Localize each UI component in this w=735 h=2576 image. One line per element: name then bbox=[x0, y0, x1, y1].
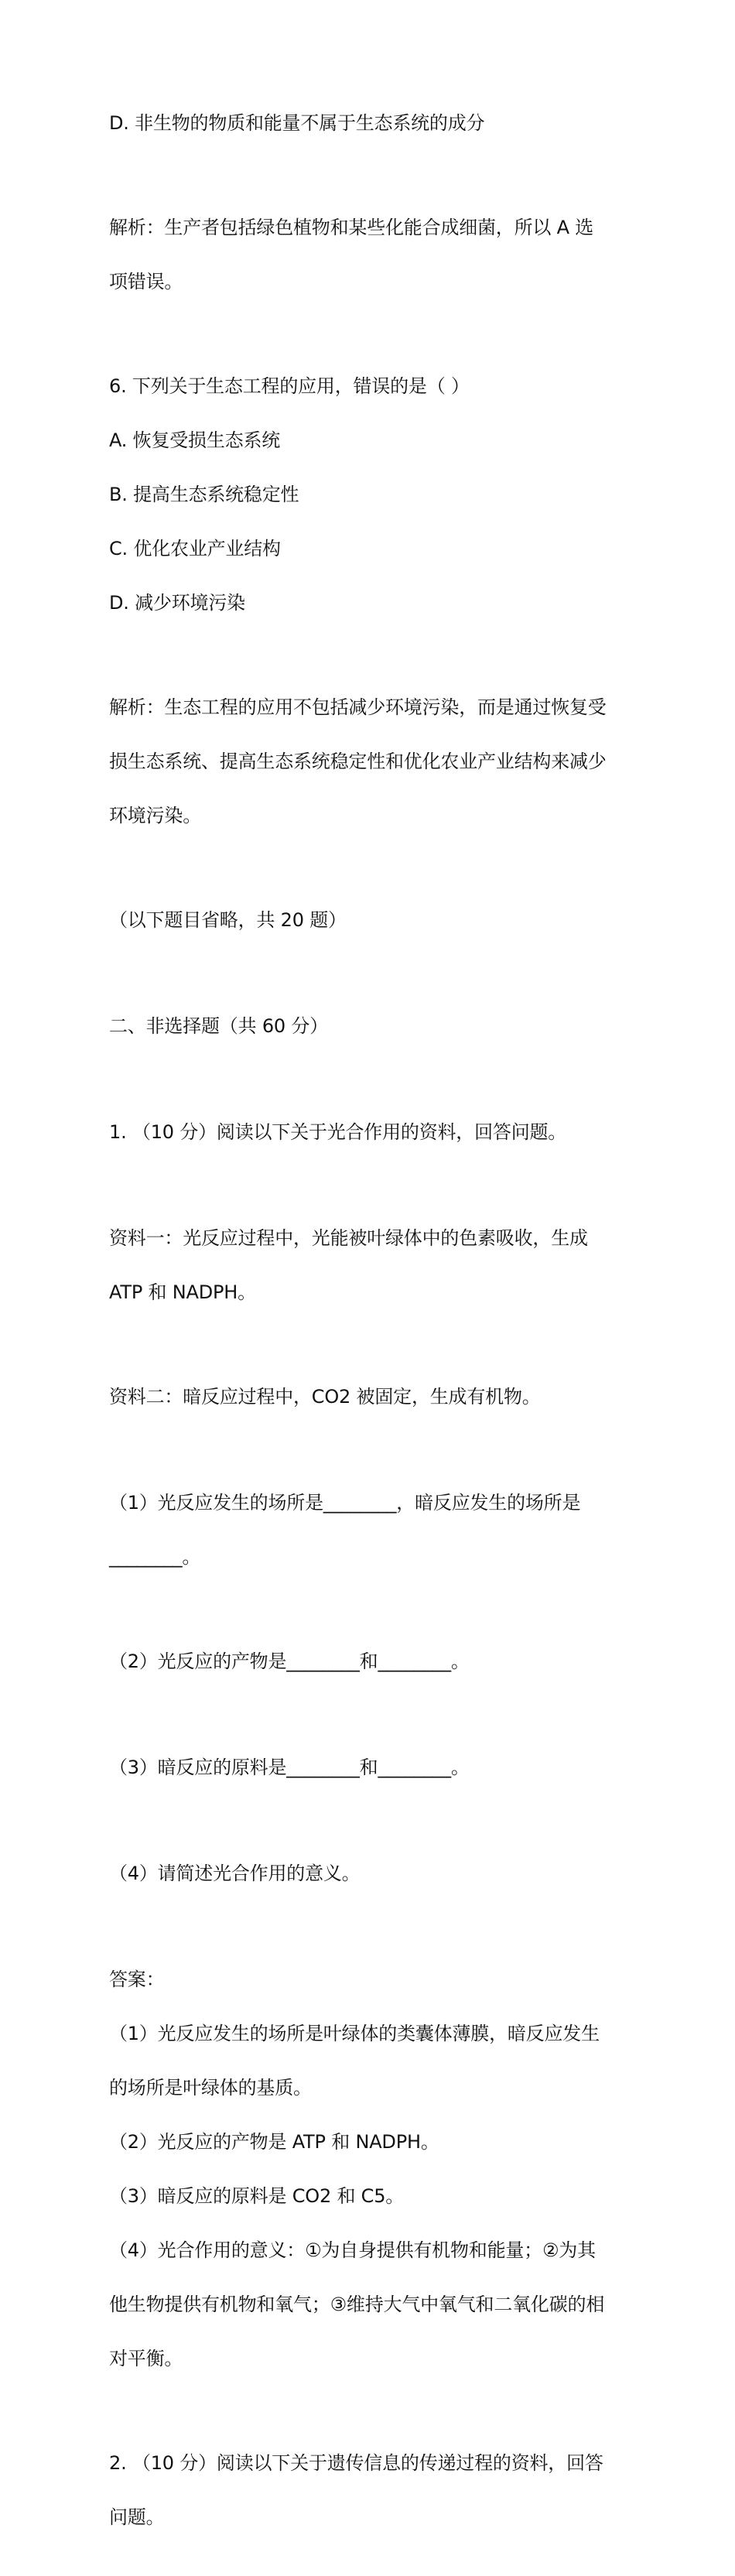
analysis-q5: 解析：生产者包括绿色植物和某些化能合成细菌，所以 A 选 项错误。 bbox=[109, 217, 594, 292]
section-heading: 二、非选择题（共 60 分） bbox=[109, 1015, 328, 1037]
question-6 bbox=[109, 340, 635, 648]
material-one: 资料一：光反应过程中，光能被叶绿体中的色素吸收，生成 ATP 和 NADPH。 bbox=[109, 1227, 588, 1303]
question-1-stem: 1. （10 分）阅读以下关于光合作用的资料，回答问题。 bbox=[109, 1121, 567, 1143]
material-two: 资料二：暗反应过程中，CO2 被固定，生成有机物。 bbox=[109, 1386, 541, 1408]
sub-question-2: （2）光反应的产物是________和________。 bbox=[109, 1651, 470, 1672]
question-6-option-d: D. 减少环境污染 bbox=[109, 592, 245, 614]
analysis-q6: 解析：生态工程的应用不包括减少环境污染，而是通过恢复受 损生态系统、提高生态系统稳定性和优化农业产业结构来减少 环境污染。 bbox=[109, 696, 607, 826]
question-6-option-c: C. 优化农业产业结构 bbox=[109, 538, 281, 559]
sub-question-3: （3）暗反应的原料是________和________。 bbox=[109, 1757, 470, 1778]
omitted-note: （以下题目省略，共 20 题） bbox=[109, 909, 347, 931]
sub-question-4: （4）请简述光合作用的意义。 bbox=[109, 1863, 361, 1884]
question-6-option-b: B. 提高生态系统稳定性 bbox=[109, 484, 299, 505]
answer-block: 答案： （1）光反应发生的场所是叶绿体的类囊体薄膜，暗反应发生 的场所是叶绿体的基质。 （2）光反应的产物是 ATP 和 NADPH。 （3）暗反应的原料是 CO2 和 C5。 （4）光合作用的意义：①为自身提供有机物和能量；②为其 他生物提供有机物和氧气；③维持大气中氧气和二氧化碳的相 对平衡。 bbox=[109, 1934, 635, 2404]
option-d-q5: D. 非生物的物质和能量不属于生态系统的成分 bbox=[109, 112, 485, 134]
question-6-stem: 6. 下列关于生态工程的应用，错误的是（ ） bbox=[109, 375, 470, 397]
question-6-option-a: A. 恢复受损生态系统 bbox=[109, 429, 281, 451]
document-page bbox=[109, 77, 635, 2576]
sub-question-1: （1）光反应发生的场所是________，暗反应发生的场所是 ________。 bbox=[109, 1492, 581, 1568]
answer-label: 答案： bbox=[109, 1969, 165, 1990]
question-2-stem: 2. （10 分）阅读以下关于遗传信息的传递过程的资料，回答 问题。 bbox=[109, 2452, 603, 2528]
